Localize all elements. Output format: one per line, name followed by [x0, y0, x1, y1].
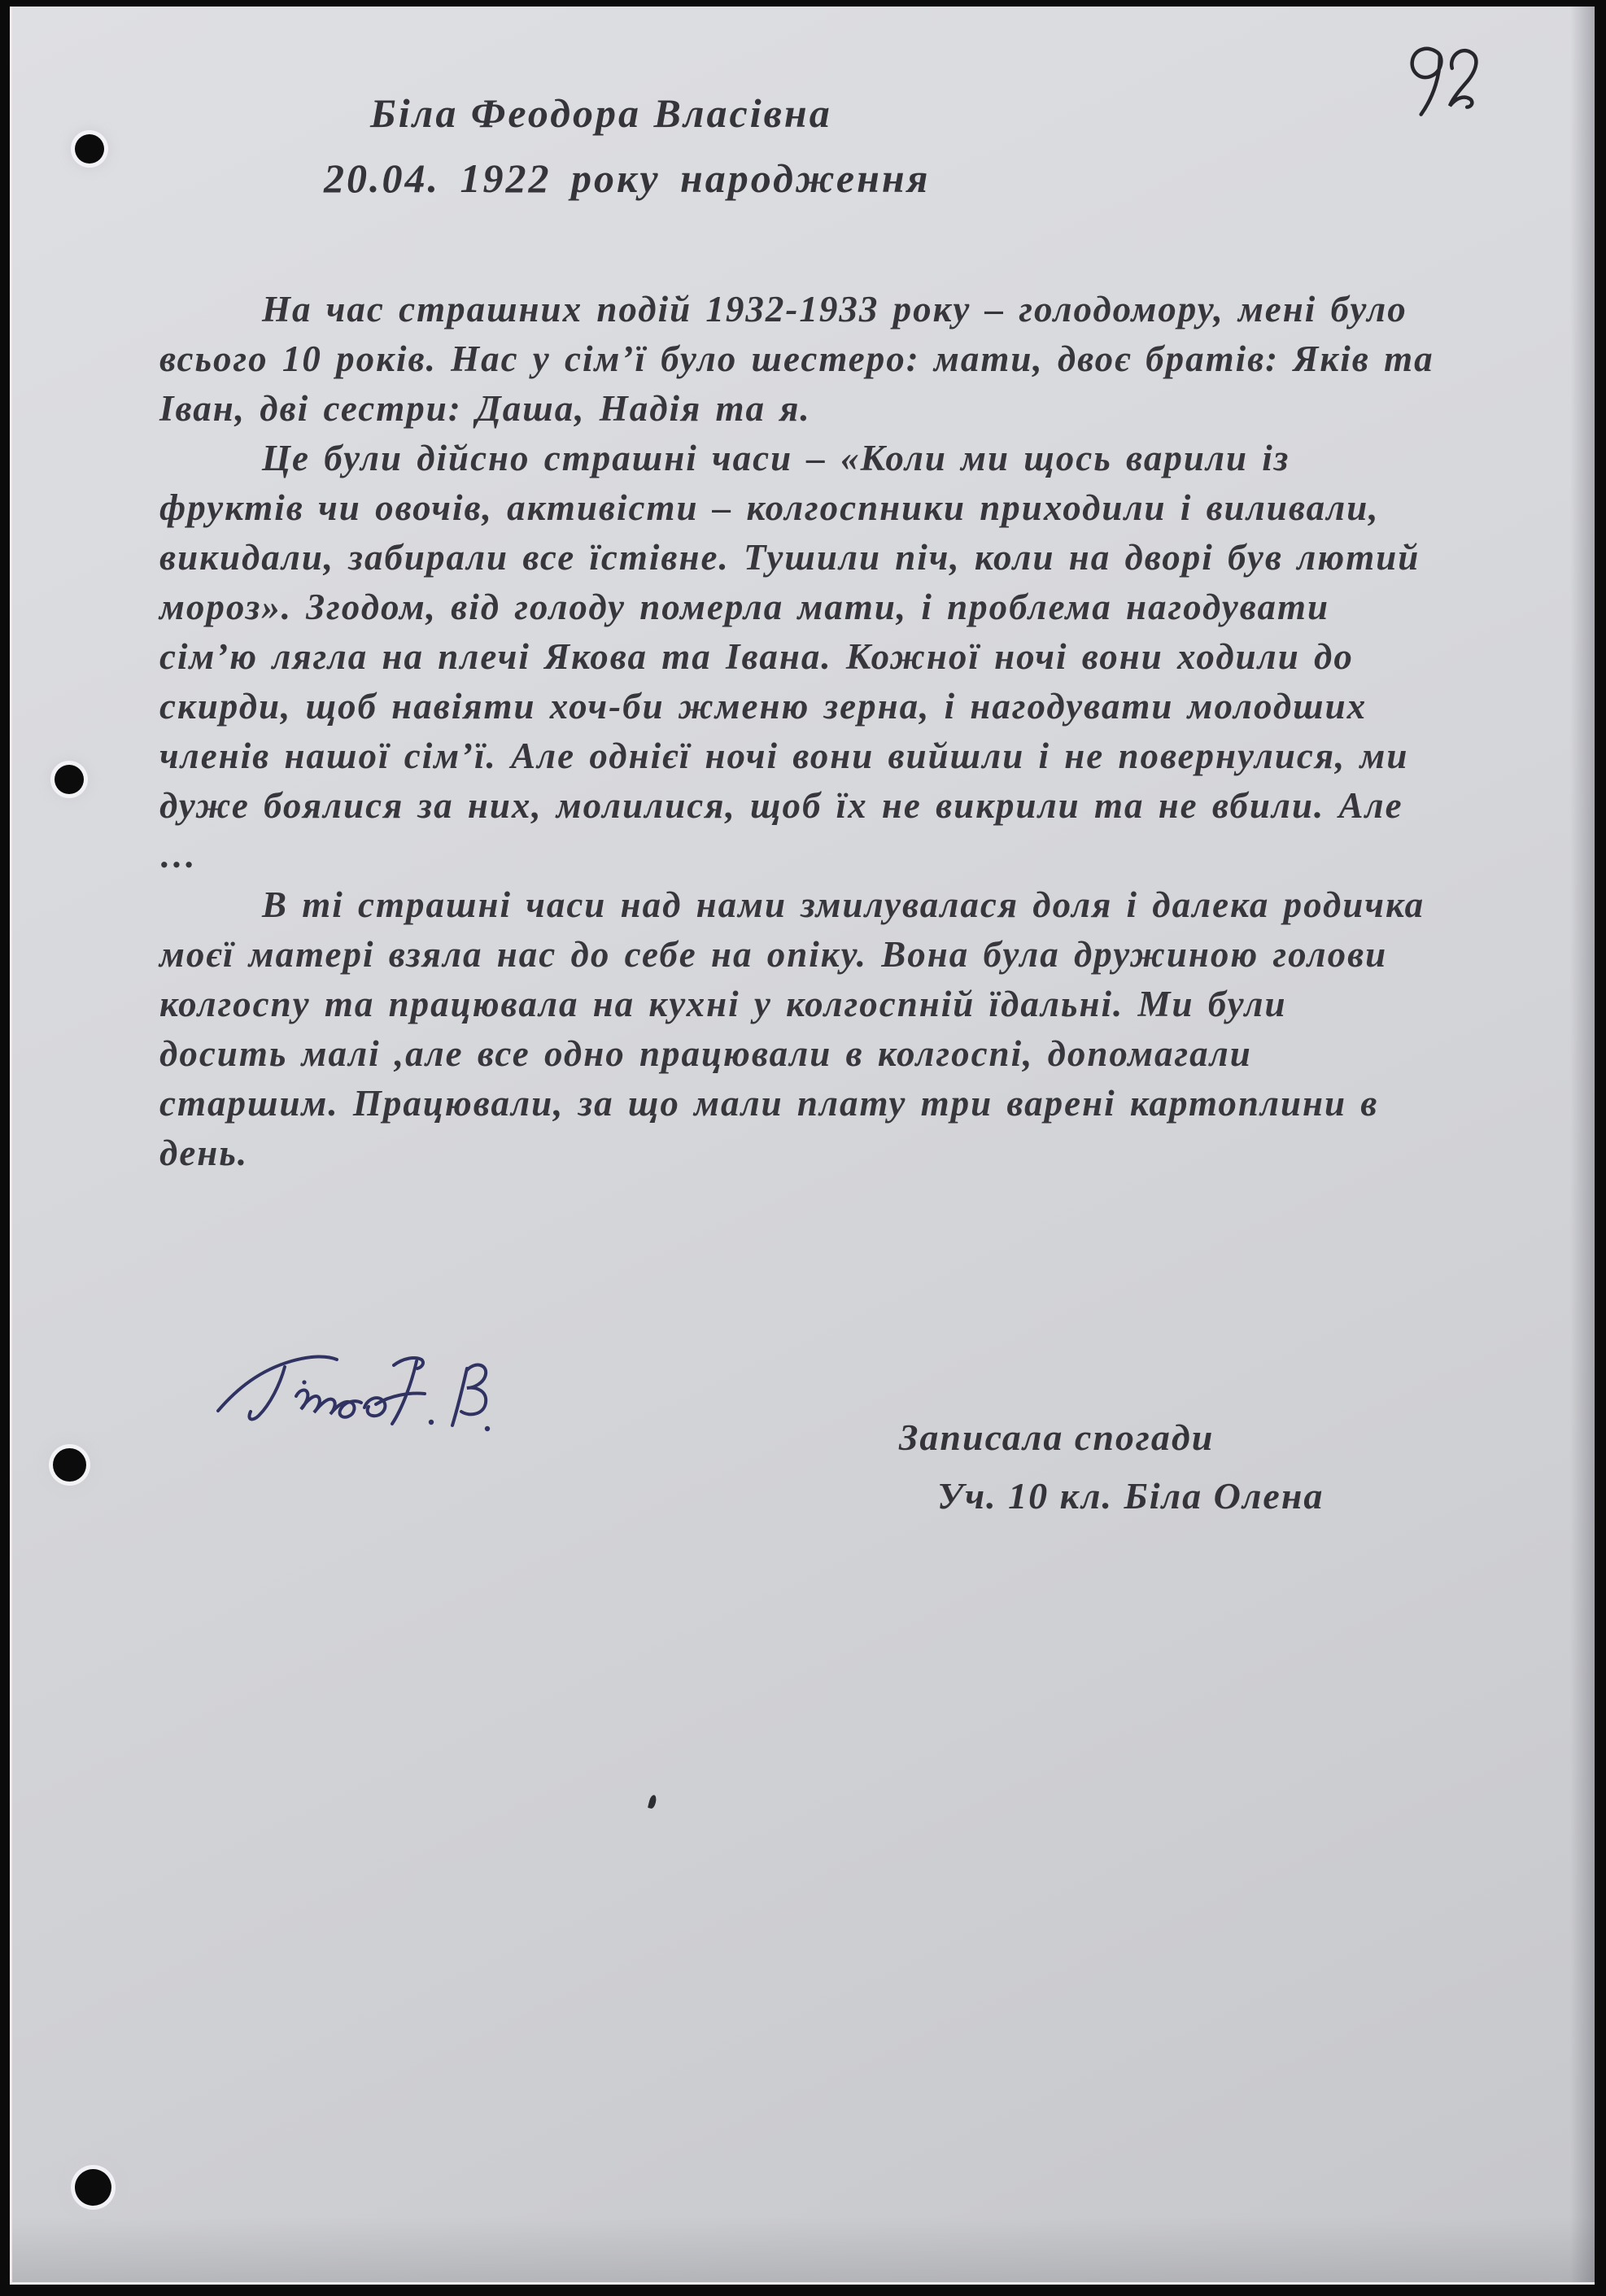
text-line: скирди, щоб навіяти хоч-би жменю зерна, і нагодувати молодших: [159, 686, 1368, 727]
document-title-birthdate: 20.04. 1922 року народження: [324, 155, 931, 201]
text-line: старшим. Працювали, за що мали плату три варені картоплини в: [159, 1083, 1379, 1124]
text-line: день.: [159, 1133, 249, 1173]
hole-punch: [75, 134, 104, 164]
text-line: моєї матері взяла нас до себе на опіку. Вона була дружиною голови: [159, 934, 1388, 975]
page-number-handwritten: [1403, 34, 1498, 129]
text-line: викидали, забирали все їстівне. Тушили піч, коли на дворі був лютий: [159, 537, 1421, 578]
text-line: фруктів чи овочів, активісти – колгоспники приходили і виливали,: [159, 487, 1380, 528]
paragraph-3: [159, 880, 1526, 1178]
text-line: мороз». Згодом, від голоду померла мати, і проблема нагодувати: [159, 587, 1330, 627]
text-line: Це були дійсно страшні часи – «Коли ми щось варили із: [262, 438, 1290, 478]
signature-handwriting: [213, 1336, 522, 1450]
paragraph-1: [159, 285, 1526, 434]
paragraph-2: [159, 434, 1526, 880]
text-line: Іван, дві сестри: Даша, Надія та я.: [159, 388, 811, 429]
text-line: дуже боялися за них, молилися, щоб їх не викрили та не вбили. Але: [159, 785, 1403, 826]
hole-punch: [55, 765, 84, 794]
text-line: членів нашої сім’ї. Але однієї ночі вони вийшли і не повернулися, ми: [159, 736, 1409, 776]
document-title-name: Біла Феодора Власівна: [370, 90, 832, 136]
recorder-note-line2: Уч. 10 кл. Біла Олена: [937, 1475, 1325, 1517]
text-line: сім’ю лягла на плечі Якова та Івана. Кожної ночі вони ходили до: [159, 636, 1354, 677]
hole-punch: [53, 1448, 86, 1482]
hole-punch: [75, 2169, 111, 2206]
recorder-note-line1: Записала спогади: [899, 1416, 1215, 1458]
memoir-body-text: [159, 285, 1526, 1178]
text-line: На час страшних подій 1932-1933 року – голодомору, мені було: [262, 289, 1407, 330]
text-line: …: [159, 835, 198, 875]
text-line: всього 10 років. Нас у сім’ї було шестеро: мати, двоє братів: Яків та: [159, 338, 1434, 379]
text-line: колгоспу та працювала на кухні у колгоспній їдальні. Ми були: [159, 984, 1287, 1024]
text-line: досить малі ,але все одно працювали в колгоспі, допомагали: [159, 1033, 1252, 1074]
text-line: В ті страшні часи над нами змилувалася доля і далека родичка: [262, 884, 1425, 925]
